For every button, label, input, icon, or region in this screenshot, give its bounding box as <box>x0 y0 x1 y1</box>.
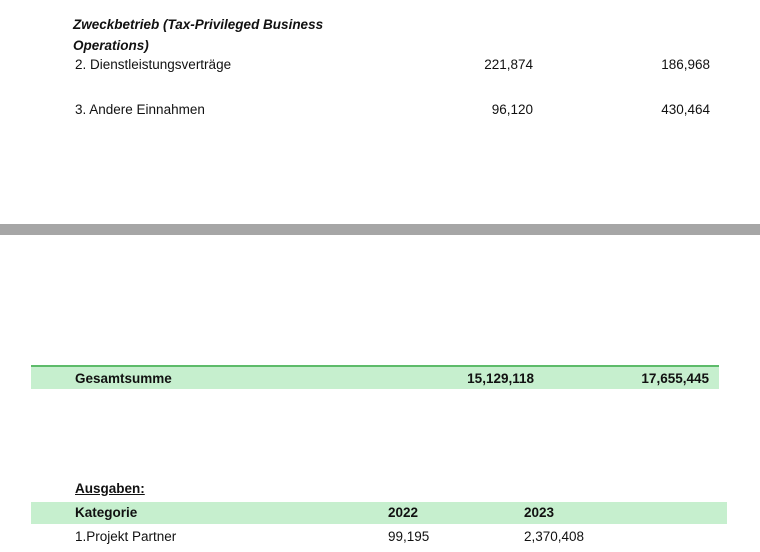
total-value-2023: 17,655,445 <box>641 371 709 386</box>
row-value-2023: 186,968 <box>661 57 710 72</box>
row-value-2022: 96,120 <box>491 102 533 117</box>
total-label: Gesamtsumme <box>75 371 172 386</box>
row-label-andere-einnahmen: 3. Andere Einnahmen <box>75 102 205 117</box>
expenses-title: Ausgaben: <box>75 481 145 496</box>
section-title: Zweckbetrieb (Tax-Privileged Business Operations) <box>73 17 324 53</box>
row-label-dienstleistungsvertraege: 2. Dienstleistungsverträge <box>75 57 232 72</box>
row-value-2022: 221,874 <box>484 57 533 72</box>
expense-row-2022: 99,195 <box>388 529 430 544</box>
total-row <box>31 365 719 389</box>
header-2023: 2023 <box>524 505 555 520</box>
row-value-2023: 430,464 <box>661 102 710 117</box>
header-kategorie: Kategorie <box>75 505 138 520</box>
page-divider <box>0 224 760 235</box>
expense-row-category: 1.Projekt Partner <box>75 529 177 544</box>
expense-row-2023: 2,370,408 <box>524 529 585 544</box>
header-2022: 2022 <box>388 505 419 520</box>
expenses-header-row <box>31 502 727 524</box>
total-value-2022: 15,129,118 <box>467 371 534 386</box>
